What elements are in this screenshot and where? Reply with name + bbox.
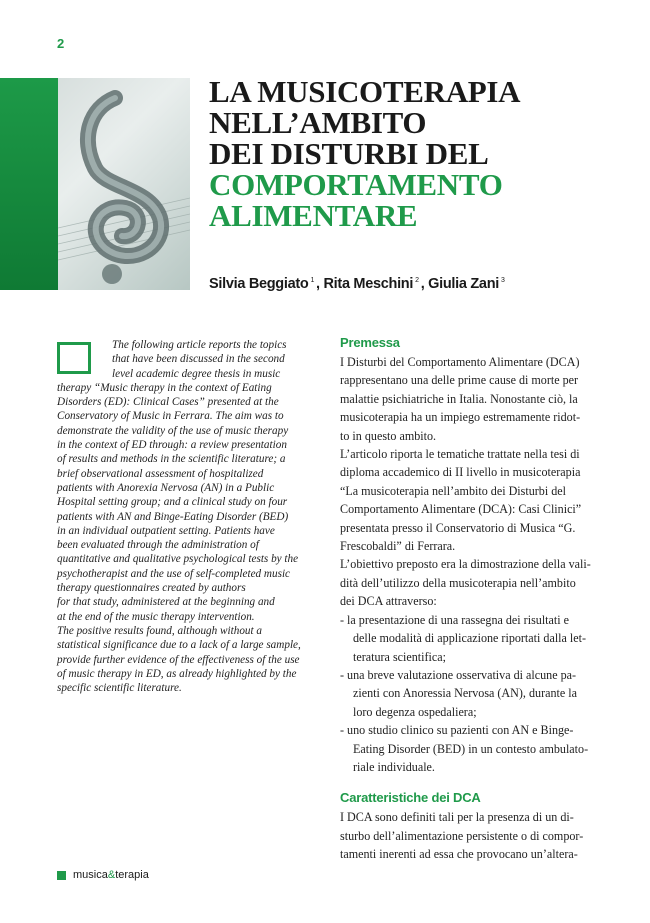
section-heading: Premessa (340, 335, 400, 350)
paragraph-line: teratura scientifica; (353, 649, 447, 664)
paragraph-line: loro degenza ospedaliera; (353, 704, 477, 719)
abstract-line: Conservatory of Music in Ferrara. The aim was to (57, 410, 284, 423)
paragraph-line: sturbo dell’alimentazione persistente o di compor- (340, 828, 584, 843)
paragraph-line: L’obiettivo preposto era la dimostrazione della vali- (340, 557, 591, 572)
abstract-line: of music therapy in ED, as already highlighted by the (57, 667, 297, 680)
hero-image (0, 78, 190, 290)
abstract-line: patients with Anorexia Nervosa (AN) in a Public (57, 481, 275, 494)
authors: Silvia Beggiato $^1$ , Rita Meschini $^2$ , Giulia Zani $^3$ (209, 276, 505, 292)
abstract-line: quantitative and qualitative psychological tests by the (57, 553, 299, 566)
abstract-line: Hospital setting group; and a clinical study on four (57, 496, 288, 509)
paragraph-line: zienti con Anoressia Nervosa (AN), durante la (353, 686, 577, 701)
abstract-line: specific scientific literature. (57, 682, 182, 695)
abstract-line: The following article reports the topics (112, 339, 287, 351)
paragraph-line: tamenti inerenti ad essa che provocano un’altera- (340, 847, 578, 862)
abstract-line: level academic degree thesis in music (112, 367, 281, 380)
paragraph-line: - la presentazione di una rassegna dei risultati e (340, 612, 570, 627)
title-line-green: ALIMENTARE (209, 198, 418, 233)
page-number: 2 (57, 36, 65, 51)
author-affiliation: 1 (310, 277, 315, 284)
abstract-line: that have been discussed in the second (112, 353, 285, 366)
paragraph-line: Eating Disorder (BED) in un contesto ambulato- (353, 741, 589, 756)
paragraph-line: - uno studio clinico su pazienti con AN e Binge- (340, 723, 574, 738)
article-title (209, 76, 609, 231)
abstract-line: been evaluated through the administration of (57, 539, 259, 552)
paragraph-line: riale individuale. (353, 759, 435, 774)
author-name: Giulia Zani (428, 276, 499, 292)
author-name: Silvia Beggiato (209, 276, 309, 292)
paragraph-line: Frescobaldi” di Ferrara. (340, 539, 456, 554)
abstract-line: at the end of the music therapy intervention. (57, 610, 255, 623)
paragraph-line: “La musicoterapia nell’ambito dei Disturbi del (340, 483, 567, 498)
abstract-line: Disorders (ED): Clinical Cases” presented at the (57, 396, 279, 409)
abstract-line: statistical significance due to a lack of a large sample, (57, 639, 301, 652)
footer-brand-part: musica (73, 869, 108, 881)
paragraph-line: delle modalità di applicazione riportati dalla let- (353, 631, 587, 646)
abstract-line: patients with AN and Binge-Eating Disorder (BED) (57, 510, 289, 523)
paragraph-line: dità dell’utilizzo della musicoterapia nell’ambito (340, 575, 576, 590)
author-name: Rita Meschini (323, 276, 414, 292)
abstract-line: brief observational assessment of hospitalized (57, 467, 264, 480)
section-body (340, 353, 596, 776)
abstract-line: demonstrate the validity of the use of music therapy (57, 424, 289, 437)
treble-clef-icon (0, 78, 190, 290)
footer-brand-amp: & (107, 869, 116, 881)
paragraph-line: - una breve valutazione osservativa di alcune pa- (340, 667, 577, 682)
paragraph-line: musicoterapia ha un impiego estremamente ridot- (340, 410, 581, 425)
abstract-line: The positive results found, although without a (57, 624, 263, 637)
paragraph-line: I Disturbi del Comportamento Alimentare (DCA) (340, 355, 580, 369)
abstract-line: in an individual outpatient setting. Patients have (57, 524, 275, 537)
title-line: DEI DISTURBI DEL (209, 136, 489, 171)
paragraph-line: dei DCA attraverso: (340, 594, 437, 609)
abstract-line: for that study, administered at the beginning and (57, 596, 275, 609)
abstract-line: of results and methods in the scientific literature; a (57, 453, 286, 466)
title-line: NELL’AMBITO (209, 105, 427, 140)
title-line-green: COMPORTAMENTO (209, 167, 503, 202)
abstract (57, 338, 309, 695)
paragraph-line: malattie psichiatriche in Italia. Nonostante ciò, la (340, 391, 578, 406)
footer-square-icon (57, 871, 66, 880)
title-line: LA MUSICOTERAPIA (209, 74, 521, 109)
paragraph-line: I DCA sono definiti tali per la presenza di un di- (340, 810, 574, 825)
abstract-line: therapy “Music therapy in the context of Eating (57, 381, 272, 394)
abstract-line: therapy questionnaires created by authors (57, 582, 246, 595)
section-heading: Caratteristiche dei DCA (340, 790, 481, 806)
paragraph-line: L’articolo riporta le tematiche trattate nella tesi di (340, 447, 580, 462)
author-affiliation: 3 (500, 277, 505, 284)
abstract-line: provide further evidence of the effectiveness of the use (57, 653, 300, 666)
author-affiliation: 2 (415, 277, 419, 284)
abstract-line: in the context of ED through: a review presentation (57, 439, 287, 452)
abstract-line: psychotherapist and the use of self-completed music (57, 567, 291, 580)
paragraph-line: diploma accademico di II livello in musicoterapia (340, 465, 581, 480)
footer-brand (57, 869, 149, 881)
paragraph-line: Comportamento Alimentare (DCA): Casi Clinici” (340, 502, 582, 517)
paragraph-line: to in questo ambito. (340, 428, 437, 443)
main-column (340, 335, 596, 864)
footer-brand-part: terapia (115, 869, 149, 881)
paragraph-line: presentata presso il Conservatorio di Musica “G. (340, 520, 576, 535)
paragraph-line: rappresentano una delle prime cause di morte per (340, 373, 579, 388)
section-body (340, 808, 596, 863)
